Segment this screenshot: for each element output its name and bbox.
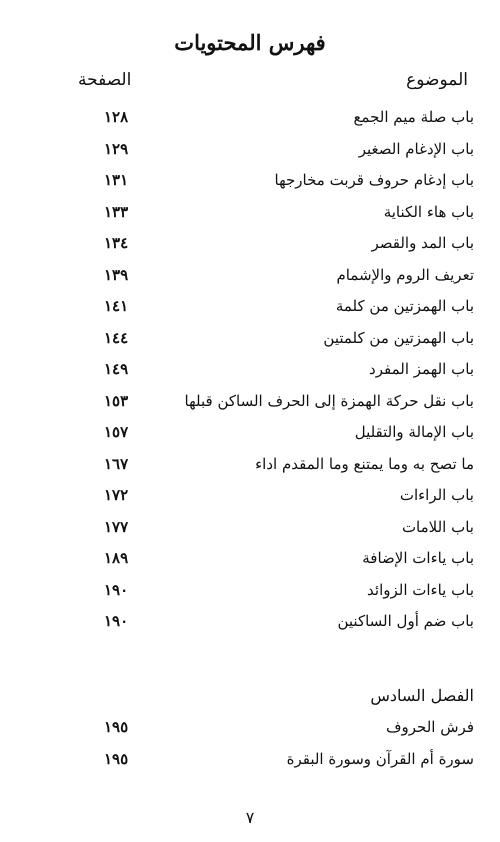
toc-entry-title: سورة أم القرآن وسورة البقرة [286,749,474,768]
toc-entry [0,356,500,388]
toc-entry-title: باب ياءات الإضافة [362,549,474,567]
toc-entry-title: باب اللامات [401,517,474,536]
toc-entry-page: ١٣٩ [104,265,129,284]
toc-entry [0,545,500,577]
toc-entry [0,482,500,514]
toc-entry-page: ١٢٩ [104,139,129,158]
toc-entry-page: ١٥٣ [104,391,129,410]
toc-entry [0,714,500,746]
toc-entry-page: ١٤١ [104,297,129,315]
toc-entry [0,388,500,420]
toc-entry-page: ١٦٧ [104,454,129,473]
toc-entry [0,230,500,262]
toc-entry-title: تعريف الروم والإشمام [336,265,474,284]
toc-entry-page: ١٣٤ [104,234,129,252]
page-title: فهرس المحتويات [174,30,326,55]
toc-entry [0,199,500,231]
toc-entry-page: ١٣٣ [104,202,129,221]
toc-entry-title: باب الهمزتين من كلمتين [323,328,474,347]
toc-entry-page: ١٩٠ [104,612,129,630]
toc-entry-title: باب المد والقصر [371,234,474,252]
toc-entry-title: باب نقل حركة الهمزة إلى الحرف الساكن قبلها [184,391,474,410]
toc-entry [0,419,500,451]
toc-entry-title: باب الهمزتين من كلمة [335,297,474,315]
toc-entry-title: باب صلة ميم الجمع [353,108,474,126]
toc-entry [0,325,500,357]
toc-entry-page: ١٩٥ [104,718,129,736]
toc-entry [0,577,500,609]
toc-entry-page: ١٤٩ [104,360,129,378]
toc-entry-page: ١٧٧ [104,517,129,536]
toc-entry-page: ١٥٧ [104,423,129,441]
toc-entry-title: باب الهمز المفرد [369,360,474,378]
toc-entry-page: ١٤٤ [104,328,129,347]
toc-entry-title: باب ياءات الزوائد [367,580,474,599]
toc-entry-title: باب الإدغام الصغير [358,139,474,158]
toc-entry [0,746,500,778]
section-heading: الفصل السادس [370,686,474,705]
toc-entry-title: باب الإمالة والتقليل [354,423,474,441]
toc-entry [0,608,500,640]
section-toc-list [0,714,500,777]
toc-list [0,104,500,640]
toc-entry-title: فرش الحروف [385,718,474,736]
toc-entry-title: باب الراءات [399,486,474,504]
toc-entry [0,293,500,325]
toc-entry-title: ما تصح به وما يمتنع وما المقدم اداء [255,454,474,473]
toc-entry-page: ١٩٥ [104,749,129,768]
toc-entry [0,136,500,168]
toc-entry-page: ١٢٨ [104,108,129,126]
toc-entry-page: ١٨٩ [104,549,129,567]
toc-entry [0,451,500,483]
toc-entry [0,167,500,199]
toc-entry-page: ١٧٢ [104,486,129,504]
toc-entry [0,104,500,136]
page-column-header: الصفحة [78,70,132,90]
toc-entry [0,262,500,294]
toc-entry-title: باب هاء الكناية [383,202,474,221]
topic-column-header: الموضوع [406,70,468,90]
toc-entry-title: باب ضم أول الساكنين [337,612,474,630]
toc-entry-page: ١٣١ [104,171,129,189]
toc-entry-title: باب إدغام حروف قربت مخارجها [274,171,474,189]
toc-entry-page: ١٩٠ [104,580,129,599]
toc-entry [0,514,500,546]
page-number: ٧ [245,808,255,827]
